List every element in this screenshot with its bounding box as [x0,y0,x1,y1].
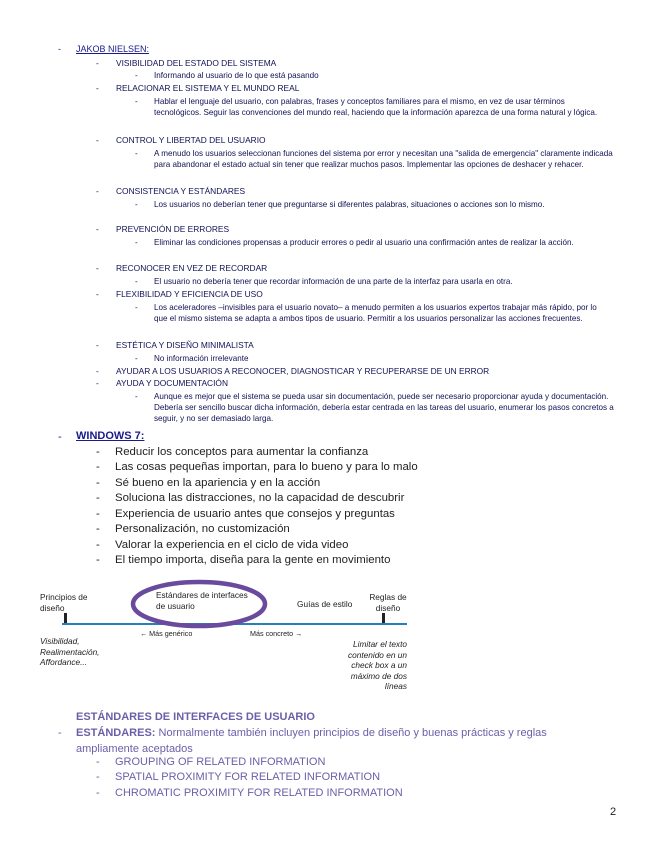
bullet: - [96,492,100,504]
nielsen-item-title: RECONOCER EN VEZ DE RECORDAR [116,263,268,273]
nielsen-item-title: VISIBILIDAD DEL ESTADO DEL SISTEMA [116,58,277,68]
bullet: - [96,554,100,566]
nielsen-item-title: CONSISTENCIA Y ESTÁNDARES [116,186,246,196]
principios-label: Principios de diseño [40,592,88,613]
nielsen-item-detail: Los aceleradores –invisibles para el usuario novato– a menudo permiten a los usuarios expertos trabajar más rápido, por lo que el mismo sistema se adapta a ambos tipos de usuario. Permitir a los usuarios personalizar las acciones frecuentes. [154,303,597,324]
windows-item: Experiencia de usuario antes que consejos y preguntas [115,508,395,520]
right-marker [382,613,385,623]
bullet: - [96,787,100,799]
left-marker [64,613,67,623]
windows-item: Valorar la experiencia en el ciclo de vida video [115,539,349,551]
reglas-label: Reglas de diseño [369,592,407,613]
bullet: - [135,277,138,286]
bullet: - [135,149,138,158]
standards-item: CHROMATIC PROXIMITY FOR RELATED INFORMATION [115,787,403,799]
nielsen-item-title: RELACIONAR EL SISTEMA Y EL MUNDO REAL [116,83,300,93]
guias-label: Guías de estilo [297,599,353,609]
bullet: - [96,771,100,783]
bullet: - [135,354,138,363]
bullet: - [96,224,99,234]
bullet: - [96,289,99,299]
nielsen-item-detail: Los usuarios no deberían tener que preguntarse si diferentes palabras, situaciones o acciones son lo mismo. [154,200,545,209]
bullet: - [96,477,100,489]
standards-text: Normalmente también incluyen principios de diseño y buenas prácticas y reglas ampliamente aceptados [76,727,547,755]
bullet: - [96,135,99,145]
bullet: - [96,186,99,196]
bullet: - [96,83,99,93]
page-number: 2 [610,806,617,818]
nielsen-item-detail: El usuario no debería tener que recordar información de una parte de la interfaz para usarla en otra. [154,277,513,286]
bullet: - [135,303,138,312]
windows-item: Sé bueno en la apariencia y en la acción [115,477,321,489]
bullet: - [96,523,100,535]
bullet: - [135,238,138,247]
concrete-arrow-label: Más concreto → [250,629,303,638]
bullet: - [96,340,99,350]
bullet: - [58,44,61,54]
bullet: - [96,461,100,473]
nielsen-heading: JAKOB NIELSEN: [76,44,150,54]
standards-item: SPATIAL PROXIMITY FOR RELATED INFORMATION [115,771,381,783]
nielsen-item-title: AYUDA Y DOCUMENTACIÓN [116,378,228,388]
standards-label: ESTÁNDARES: [76,727,156,739]
bullet: - [96,446,100,458]
bullet: - [96,508,100,520]
windows-item: Las cosas pequeñas importan, para lo bueno y para lo malo [115,461,418,473]
nielsen-item-detail: Aunque es mejor que el sistema se pueda usar sin documentación, puede ser necesario proporcionar ayuda y documentación. Debería ser sencillo buscar dicha información, debería estar centrada en las tareas del usuario, enumerar los pasos concretos a seguir, y no ser demasiado larga. [154,392,614,424]
nielsen-item-title: PREVENCIÓN DE ERRORES [116,224,230,234]
standards-heading: ESTÁNDARES DE INTERFACES DE USUARIO [76,711,315,723]
standards-paragraph [76,726,596,757]
bullet: - [96,263,99,273]
windows-item: Reducir los conceptos para aumentar la confianza [115,446,369,458]
bullet: - [135,71,138,80]
nielsen-item-detail: No información irrelevante [154,354,249,363]
nielsen-item-detail: Hablar el lenguaje del usuario, con palabras, frases y conceptos familiares para el mismo, en vez de usar términos tecnológicos. Seguir las convenciones del mundo real, haciendo que la información aparezca de una forma natural y lógica. [154,97,598,118]
bullet: - [96,539,100,551]
windows-item: El tiempo importa, diseña para la gente en movimiento [115,554,391,566]
nielsen-item-detail: Informando al usuario de lo que está pasando [154,71,319,80]
bullet: - [135,200,138,209]
right-note: Limitar el texto contenido en un check box a un máximo de dos líneas [347,639,407,692]
bullet: - [135,97,138,106]
standards-item: GROUPING OF RELATED INFORMATION [115,756,326,768]
nielsen-item-title: AYUDAR A LOS USUARIOS A RECONOCER, DIAGNOSTICAR Y RECUPERARSE DE UN ERROR [116,366,490,376]
left-note: Visibilidad, Realimentación, Affordance... [40,636,100,668]
bullet: - [96,756,100,768]
nielsen-item-title: ESTÉTICA Y DISEÑO MINIMALISTA [116,340,254,350]
bullet: - [135,392,138,401]
nielsen-item-title: CONTROL Y LIBERTAD DEL USUARIO [116,135,266,145]
bullet: - [96,366,99,376]
bullet: - [96,58,99,68]
nielsen-item-title: FLEXIBILIDAD Y EFICIENCIA DE USO [116,289,263,299]
windows-heading: WINDOWS 7: [76,430,145,442]
windows-item: Soluciona las distracciones, no la capacidad de descubrir [115,492,405,504]
bullet: - [96,378,99,388]
bullet: - [58,727,62,739]
estandares-label: Estándares de interfaces de usuario [156,590,248,611]
generic-arrow-label: ← Más genérico [140,629,193,638]
windows-item: Personalización, no customización [115,523,290,535]
bullet: - [58,431,62,443]
nielsen-item-detail: A menudo los usuarios seleccionan funciones del sistema por error y necesitan una "salida de emergencia" claramente indicada para abandonar el estado actual sin tener que realizar muchos pasos. Implementar las opciones de deshacer y rehacer. [154,149,613,170]
nielsen-item-detail: Eliminar las condiciones propensas a producir errores o pedir al usuario una confirmación antes de realizar la acción. [154,238,574,247]
